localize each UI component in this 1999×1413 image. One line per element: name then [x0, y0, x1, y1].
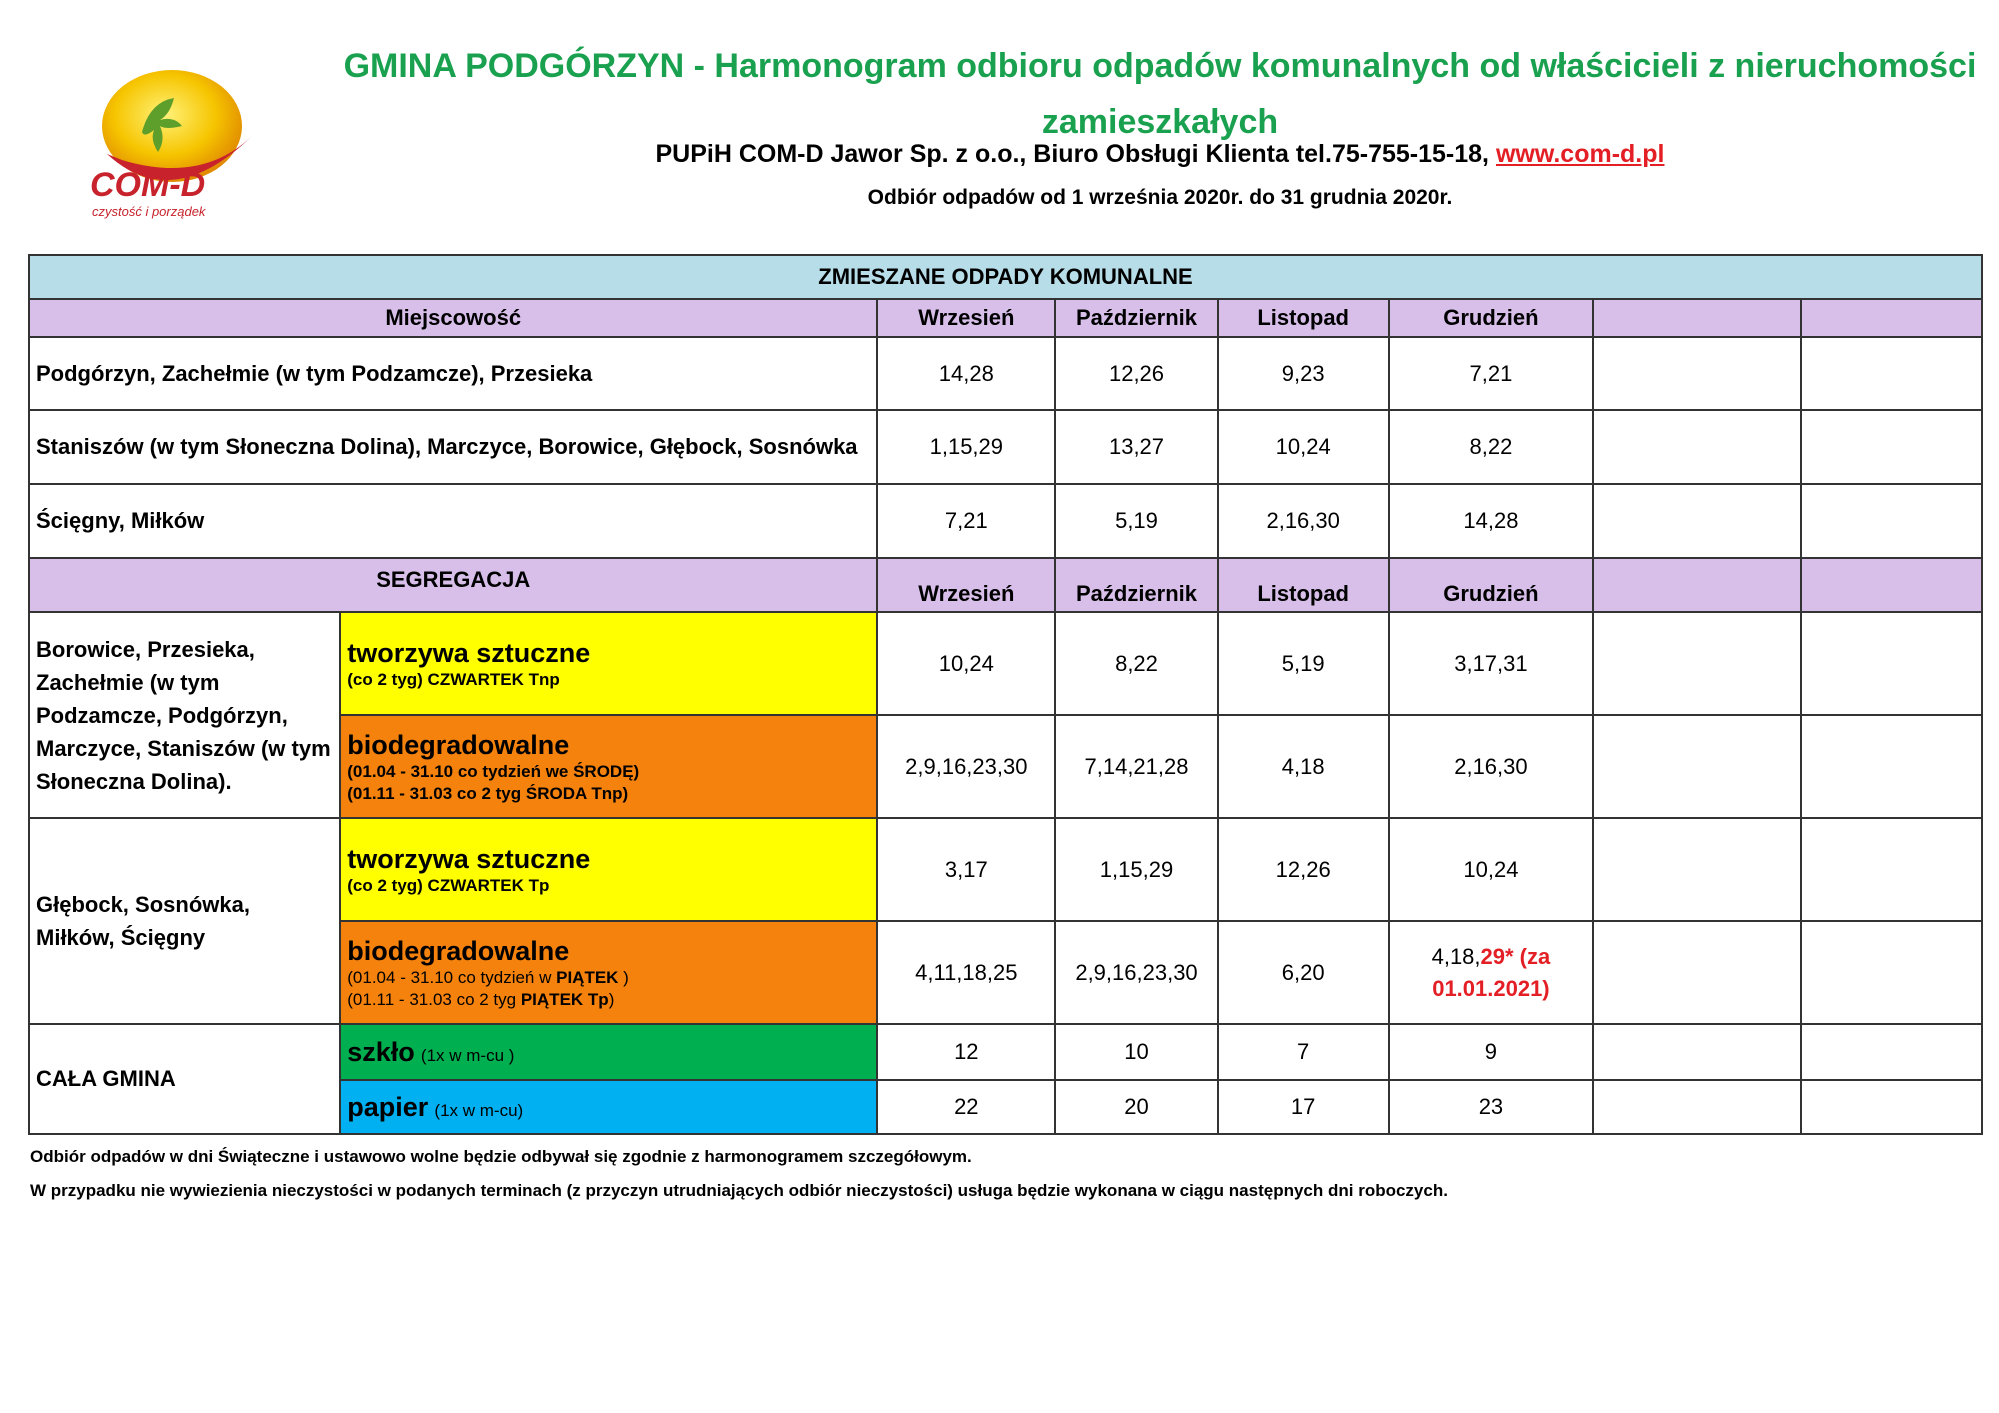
date-cell [1389, 921, 1594, 1024]
month-header-dec: Grudzień [1389, 558, 1594, 612]
date-cell: 2,16,30 [1389, 715, 1594, 818]
empty-cell [1801, 410, 1982, 484]
empty-header-cell [1801, 558, 1982, 612]
table-row [29, 818, 1982, 921]
month-header-sep: Wrzesień [877, 558, 1055, 612]
waste-type-note: (co 2 tyg) CZWARTEK Tp [347, 875, 550, 895]
waste-type-label: szkło [347, 1037, 415, 1067]
segregation-header: SEGREGACJA [29, 558, 877, 612]
location-cell: Ścięgny, Miłków [29, 484, 877, 558]
waste-type-note: (co 2 tyg) CZWARTEK Tnp [347, 669, 560, 689]
month-header-dec: Grudzień [1389, 299, 1594, 337]
plastic-type-cell [340, 818, 877, 921]
location-cell: Podgórzyn, Zachełmie (w tym Podzamcze), Przesieka [29, 337, 877, 410]
month-header-nov: Listopad [1218, 558, 1389, 612]
footnote-holidays: Odbiór odpadów w dni Świąteczne i ustawowo wolne będzie odbywał się zgodnie z harmonogramem szczegółowym. [30, 1147, 972, 1166]
date-cell: 2,16,30 [1218, 484, 1389, 558]
page-title [330, 38, 1990, 150]
date-cell: 10,24 [1389, 818, 1594, 921]
empty-cell [1593, 410, 1801, 484]
company-contact: PUPiH COM-D Jawor Sp. z o.o., Biuro Obsługi Klienta tel.75-755-15-18, [655, 140, 1489, 168]
date-cell: 7,21 [1389, 337, 1594, 410]
table-row [29, 484, 1982, 558]
empty-cell [1801, 921, 1982, 1024]
date-cell: 20 [1055, 1080, 1218, 1134]
empty-cell [1593, 484, 1801, 558]
date-cell: 2,9,16,23,30 [1055, 921, 1218, 1024]
empty-cell [1801, 715, 1982, 818]
waste-type-label: tworzywa sztuczne [347, 843, 591, 874]
waste-type-note: (1x w m-cu ) [420, 1046, 515, 1065]
segregation-header-row [29, 558, 1982, 612]
date-cell: 6,20 [1218, 921, 1389, 1024]
date-cell: 14,28 [1389, 484, 1594, 558]
table-row [29, 337, 1982, 410]
empty-cell [1593, 612, 1801, 715]
date-cell: 8,22 [1055, 612, 1218, 715]
title-line-2: zamieszkałych [1041, 103, 1279, 141]
footnotes [30, 1140, 1448, 1208]
website-link[interactable]: www.com-d.pl [1495, 140, 1665, 168]
waste-type-label: biodegradowalne [347, 729, 570, 760]
date-cell: 7,14,21,28 [1055, 715, 1218, 818]
svg-text:COM-D: COM-D [90, 166, 206, 204]
empty-cell [1801, 337, 1982, 410]
location-cell: Głębock, Sosnówka, Miłków, Ścięgny [29, 818, 340, 1024]
empty-header-cell [1593, 558, 1801, 612]
empty-cell [1801, 612, 1982, 715]
table-row [29, 612, 1982, 715]
date-cell: 4,11,18,25 [877, 921, 1055, 1024]
title-line-1: GMINA PODGÓRZYN - Harmonogram odbioru odpadów komunalnych od właścicieli z nieruchomości [343, 47, 1977, 85]
empty-header-cell [1801, 299, 1982, 337]
date-cell: 17 [1218, 1080, 1389, 1134]
holiday-date-note: 29* (za 01.01.2021) [1432, 943, 1551, 1001]
date-cell: 5,19 [1055, 484, 1218, 558]
paper-type-cell [340, 1080, 877, 1134]
waste-type-note: (1x w m-cu) [434, 1101, 524, 1120]
date-cell: 9,23 [1218, 337, 1389, 410]
month-header-nov: Listopad [1218, 299, 1389, 337]
bio-type-cell [340, 921, 877, 1024]
date-cell: 12,26 [1218, 818, 1389, 921]
date-cell: 7,21 [877, 484, 1055, 558]
table-row [29, 1024, 1982, 1080]
date-cell: 1,15,29 [1055, 818, 1218, 921]
month-header-sep: Wrzesień [877, 299, 1055, 337]
date-cell: 9 [1389, 1024, 1594, 1080]
schedule-table [28, 254, 1983, 1135]
date-cell: 3,17,31 [1389, 612, 1594, 715]
date-cell: 23 [1389, 1080, 1594, 1134]
waste-type-label: tworzywa sztuczne [347, 637, 591, 668]
table-row [29, 410, 1982, 484]
waste-type-note: (01.04 - 31.10 co tydzień we ŚRODĘ) [347, 761, 640, 781]
month-header-oct: Październik [1055, 558, 1218, 612]
date-cell: 14,28 [877, 337, 1055, 410]
date-cell: 12 [877, 1024, 1055, 1080]
location-cell: CAŁA GMINA [29, 1024, 340, 1134]
date-cell: 2,9,16,23,30 [877, 715, 1055, 818]
date-values: 4,18, [1431, 943, 1481, 969]
svg-text:czystość i porządek: czystość i porządek [92, 204, 206, 219]
date-cell: 3,17 [877, 818, 1055, 921]
date-cell: 10,24 [877, 612, 1055, 715]
waste-type-note: (01.11 - 31.03 co 2 tyg ŚRODA Tnp) [347, 783, 629, 803]
mixed-column-header-row [29, 299, 1982, 337]
mixed-waste-header: ZMIESZANE ODPADY KOMUNALNE [29, 255, 1982, 299]
plastic-type-cell [340, 612, 877, 715]
empty-cell [1593, 337, 1801, 410]
empty-cell [1593, 715, 1801, 818]
date-cell: 12,26 [1055, 337, 1218, 410]
empty-cell [1593, 1080, 1801, 1134]
date-cell: 10,24 [1218, 410, 1389, 484]
collection-period: Odbiór odpadów od 1 września 2020r. do 31 grudnia 2020r. [867, 186, 1453, 209]
waste-type-note: (01.04 - 31.10 co tydzień w PIĄTEK ) [347, 967, 629, 987]
company-info [330, 140, 1990, 169]
date-cell: 13,27 [1055, 410, 1218, 484]
empty-cell [1593, 818, 1801, 921]
date-cell: 4,18 [1218, 715, 1389, 818]
com-d-logo [82, 64, 272, 224]
empty-header-cell [1593, 299, 1801, 337]
date-cell: 7 [1218, 1024, 1389, 1080]
date-cell: 22 [877, 1080, 1055, 1134]
date-cell: 10 [1055, 1024, 1218, 1080]
month-header-oct: Październik [1055, 299, 1218, 337]
waste-type-label: papier [347, 1092, 429, 1122]
empty-cell [1593, 921, 1801, 1024]
empty-cell [1801, 484, 1982, 558]
waste-type-note: (01.11 - 31.03 co 2 tyg PIĄTEK Tp) [347, 989, 615, 1009]
empty-cell [1593, 1024, 1801, 1080]
bio-type-cell [340, 715, 877, 818]
footnote-missed-collection: W przypadku nie wywiezienia nieczystości w podanych terminach (z przyczyn utrudniających odbiór nieczystości) usługa będzie wykonana w ciągu następnych dni roboczych. [30, 1181, 1448, 1200]
date-cell: 5,19 [1218, 612, 1389, 715]
empty-cell [1801, 1024, 1982, 1080]
glass-type-cell [340, 1024, 877, 1080]
location-cell: Borowice, Przesieka, Zachełmie (w tym Podzamcze, Podgórzyn, Marczyce, Staniszów (w tym Słoneczna Dolina). [29, 612, 340, 818]
empty-cell [1801, 818, 1982, 921]
location-column-header: Miejscowość [29, 299, 877, 337]
location-cell: Staniszów (w tym Słoneczna Dolina), Marczyce, Borowice, Głębock, Sosnówka [29, 410, 877, 484]
date-cell: 1,15,29 [877, 410, 1055, 484]
empty-cell [1801, 1080, 1982, 1134]
waste-type-label: biodegradowalne [347, 935, 570, 966]
date-cell: 8,22 [1389, 410, 1594, 484]
